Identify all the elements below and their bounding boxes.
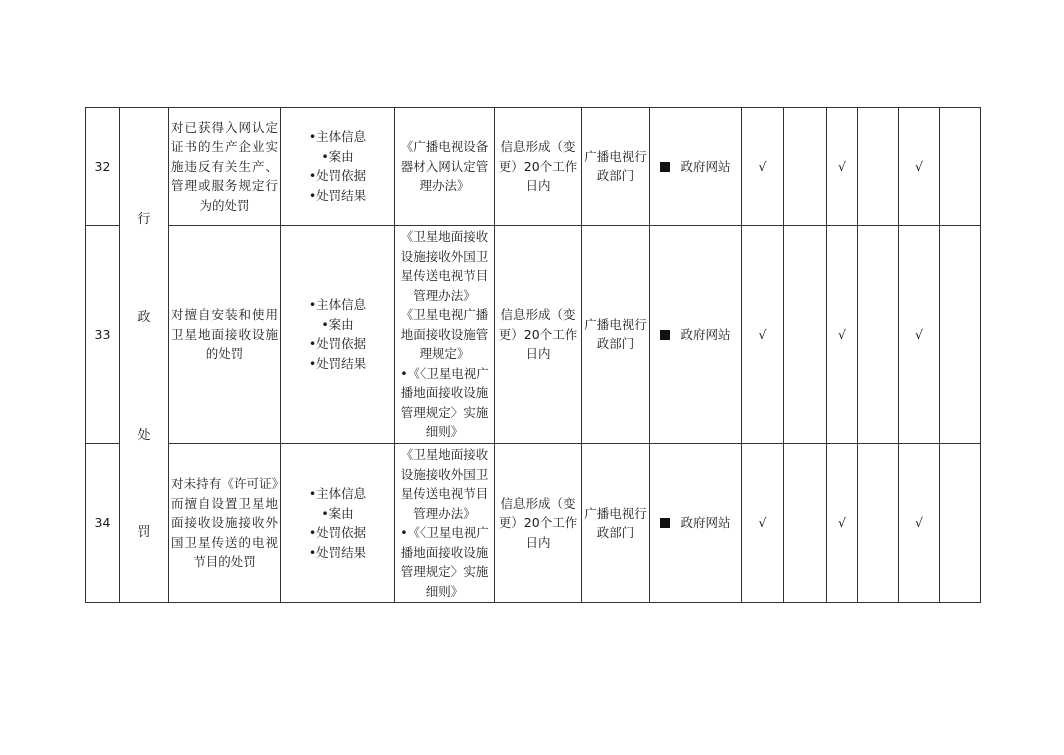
item-text: 对擅自安装和使用卫星地面接收设施的处罚 [171, 307, 278, 362]
basis-line: 《卫星地面接收设施接收外国卫星传送电视节目管理办法》 [400, 229, 489, 303]
department-cell: 广播电视行政部门 [582, 444, 650, 603]
tick-cell: √ [742, 225, 784, 443]
content-bullet: •处罚依据 [308, 525, 367, 540]
row-number: 34 [86, 444, 120, 603]
table-row [86, 444, 981, 603]
content-cell [281, 225, 395, 443]
row-number: 32 [86, 108, 120, 226]
square-bullet-icon [660, 162, 670, 172]
basis-cell [395, 225, 495, 443]
category-cell [120, 108, 169, 603]
basis-line: 《卫星电视广播地面接收设施管理规定》 [400, 307, 489, 362]
item-text: 对未持有《许可证》而擅自设置卫星地面接收设施接收外国卫星传送的电视节目的处罚 [171, 476, 278, 570]
content-bullet: •主体信息 [308, 129, 367, 145]
tick-cell [858, 444, 899, 603]
time-limit-cell: 信息形成（变更）20个工作日内 [495, 444, 582, 603]
disclosure-table [85, 107, 981, 603]
content-bullet: •案由 [321, 505, 354, 521]
content-bullet: •处罚依据 [308, 168, 367, 184]
tick-cell: √ [899, 225, 940, 443]
item-cell [169, 225, 281, 443]
tick-cell: √ [827, 225, 858, 443]
item-cell [169, 108, 281, 226]
tick-cell [858, 225, 899, 443]
basis-cell [395, 444, 495, 603]
category-char: 行 [137, 212, 151, 227]
channel-cell [650, 108, 742, 226]
tick-cell [940, 225, 981, 443]
basis-line: •《〈卫星电视广播地面接收设施管理规定〉实施细则》 [400, 525, 489, 599]
category-char: 政 [137, 310, 151, 325]
content-bullet: •处罚结果 [308, 544, 367, 560]
content-bullet: •案由 [321, 148, 354, 164]
table-row [86, 225, 981, 443]
content-bullet: •主体信息 [308, 297, 367, 313]
channel-label: 政府网站 [680, 326, 731, 342]
category-char: 罚 [137, 525, 151, 540]
category-char: 处 [137, 428, 151, 443]
time-limit-cell: 信息形成（变更）20个工作日内 [495, 225, 582, 443]
tick-cell: √ [742, 108, 784, 226]
content-bullet: •案由 [321, 316, 354, 332]
tick-cell [940, 108, 981, 226]
content-cell [281, 108, 395, 226]
tick-cell: √ [827, 444, 858, 603]
content-bullet: •处罚结果 [308, 355, 367, 371]
tick-cell [784, 108, 827, 226]
department-cell: 广播电视行政部门 [582, 225, 650, 443]
tick-cell: √ [899, 108, 940, 226]
tick-cell [784, 225, 827, 443]
channel-cell [650, 444, 742, 603]
basis-line: •《〈卫星电视广播地面接收设施管理规定〉实施细则》 [400, 365, 489, 440]
content-bullet: •主体信息 [308, 486, 367, 501]
channel-label: 政府网站 [680, 158, 731, 174]
tick-cell [784, 444, 827, 603]
table-row [86, 108, 981, 226]
tick-cell [858, 108, 899, 226]
basis-line: 《卫星地面接收设施接收外国卫星传送电视节目管理办法》 [400, 447, 489, 521]
tick-cell: √ [899, 444, 940, 603]
content-bullet: •处罚结果 [308, 187, 367, 203]
department-cell: 广播电视行政部门 [582, 108, 650, 226]
tick-cell: √ [827, 108, 858, 226]
basis-line: 《广播电视设备器材入网认定管理办法》 [400, 139, 489, 194]
channel-cell [650, 225, 742, 443]
content-bullet: •处罚依据 [308, 336, 367, 352]
item-cell [169, 444, 281, 603]
tick-cell: √ [742, 444, 784, 603]
row-number: 33 [86, 225, 120, 443]
item-text: 对已获得入网认定证书的生产企业实施违反有关生产、管理或服务规定行为的处罚 [171, 119, 278, 213]
square-bullet-icon [660, 518, 670, 528]
square-bullet-icon [660, 330, 670, 340]
basis-cell [395, 108, 495, 226]
content-cell [281, 444, 395, 603]
tick-cell [940, 444, 981, 603]
channel-label: 政府网站 [680, 515, 731, 531]
time-limit-cell: 信息形成（变更）20个工作日内 [495, 108, 582, 226]
